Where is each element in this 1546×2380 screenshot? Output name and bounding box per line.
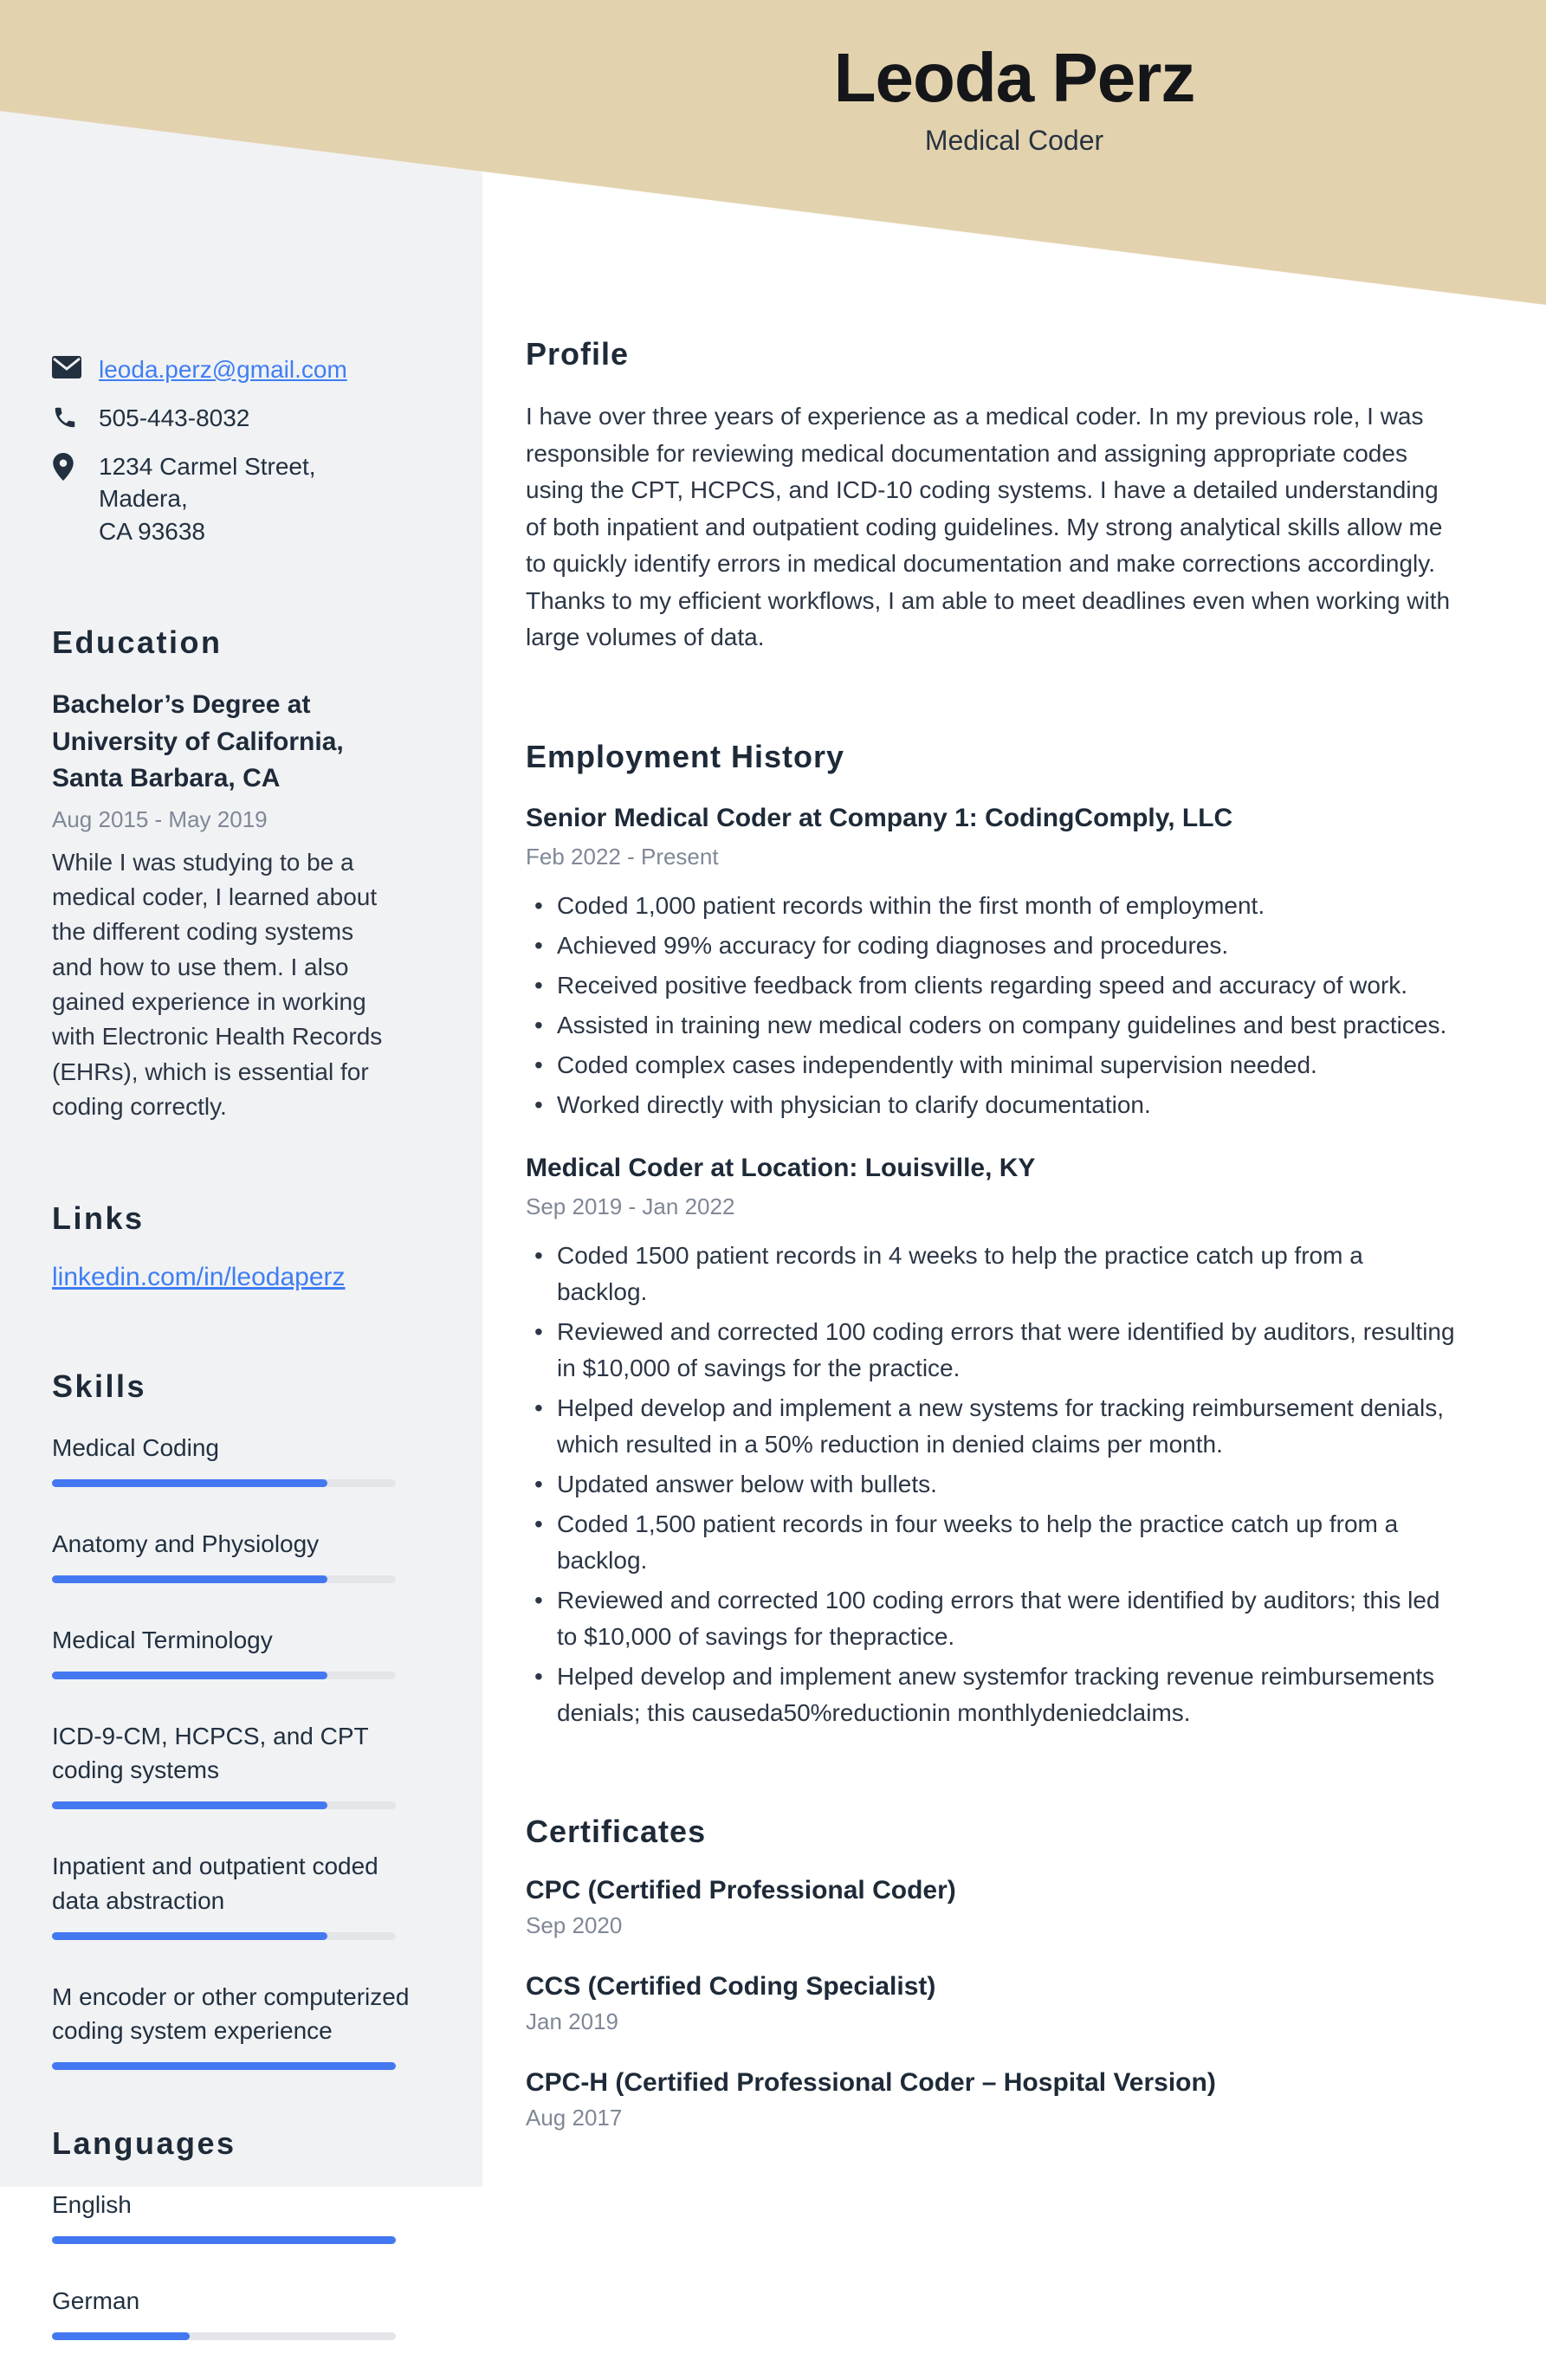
job-bullet: • Coded complex cases independently with minimal supervision needed. [557, 1047, 1457, 1083]
skill-bar-fill [52, 1575, 327, 1583]
main-column [526, 336, 1457, 2164]
sidebar [52, 353, 433, 2380]
certificate-title: CCS (Certified Coding Specialist) [526, 1971, 936, 2001]
job-bullet-list [526, 888, 1457, 1123]
job-bullet: • Coded 1,000 patient records within the first month of employment. [557, 888, 1457, 924]
profile-section [526, 336, 1457, 656]
job-bullet: • Coded 1500 patient records in 4 weeks to help the practice catch up from a backlog. [557, 1238, 1457, 1310]
language-bar-track [52, 2236, 396, 2244]
skills-section [52, 1368, 433, 2070]
skill-item [52, 1719, 433, 1810]
skill-bar-track [52, 1479, 396, 1487]
person-name: Leoda Perz [833, 39, 1195, 116]
skill-bar-fill [52, 1801, 327, 1809]
certificate-item [526, 1876, 1457, 1939]
skill-item [52, 1623, 433, 1679]
skill-item [52, 1431, 433, 1487]
job-bullet: • Updated answer below with bullets. [557, 1466, 1457, 1503]
languages-list [52, 2188, 433, 2340]
employment-section [526, 739, 1457, 1731]
job-bullet: • Assisted in training new medical coders on company guidelines and best practices. [557, 1007, 1457, 1044]
skill-bar-fill [52, 2062, 396, 2070]
mail-icon [52, 353, 81, 386]
education-degree: Bachelor’s Degree at University of California, Santa Barbara, CA [52, 689, 344, 793]
job-bullet: • Reviewed and corrected 100 coding errors that were identified by auditors; this led to $10,000 of savings for thepractice. [557, 1582, 1457, 1655]
language-name: English [52, 2191, 132, 2219]
email-link[interactable]: leoda.perz@gmail.com [99, 356, 347, 383]
job-title: Senior Medical Coder at Company 1: CodingComply, LLC [526, 803, 1233, 832]
job-bullet-list [526, 1238, 1457, 1731]
job-period: Sep 2019 - Jan 2022 [526, 1193, 735, 1219]
certificate-item [526, 1972, 1457, 2035]
skill-bar-fill [52, 1932, 327, 1940]
certificates-heading: Certificates [526, 1813, 707, 1849]
certificate-item [526, 2068, 1457, 2131]
person-role: Medical Coder [924, 125, 1104, 156]
language-bar-fill [52, 2236, 396, 2244]
job-period: Feb 2022 - Present [526, 843, 719, 870]
skill-name: Medical Coding [52, 1434, 219, 1462]
skill-bar-track [52, 2062, 396, 2070]
skills-list [52, 1431, 433, 2070]
language-bar-fill [52, 2332, 190, 2340]
skill-bar-track [52, 1932, 396, 1940]
skill-bar-track [52, 1575, 396, 1583]
links-section [52, 1200, 433, 1292]
skill-name: Inpatient and outpatient coded data abstraction [52, 1853, 378, 1914]
skill-bar-fill [52, 1479, 327, 1487]
languages-section [52, 2125, 433, 2340]
education-period: Aug 2015 - May 2019 [52, 805, 268, 832]
language-item [52, 2284, 433, 2340]
employment-heading: Employment History [526, 738, 845, 774]
header [482, 39, 1546, 157]
certificate-title: CPC (Certified Professional Coder) [526, 1875, 956, 1905]
job-bullet: • Received positive feedback from clients regarding speed and accuracy of work. [557, 967, 1457, 1004]
skills-heading: Skills [52, 1368, 147, 1405]
contact-block [52, 353, 433, 548]
job-bullet: • Helped develop and implement anew systemfor tracking revenue reimbursements denials; this causeda50%reductionin monthlydeniedclaims. [557, 1659, 1457, 1731]
certificate-date: Jan 2019 [526, 2008, 618, 2034]
education-description: While I was studying to be a medical coder, I learned about the different coding systems and how to use them. I also gained experience in working with Electronic Health Records (EHRs), which is essential for coding correctly. [52, 848, 383, 1120]
linkedin-link[interactable]: linkedin.com/in/leodaperz [52, 1263, 346, 1292]
language-name: German [52, 2286, 140, 2314]
phone-icon [52, 402, 81, 435]
certificate-title: CPC-H (Certified Professional Coder – Hospital Version) [526, 2067, 1216, 2097]
job-entry-2 [526, 1151, 1457, 1731]
skill-name: ICD-9-CM, HCPCS, and CPT coding systems [52, 1722, 369, 1784]
skill-item [52, 1980, 433, 2071]
education-section [52, 624, 433, 1124]
skill-name: Medical Terminology [52, 1626, 273, 1653]
job-bullet: • Reviewed and corrected 100 coding errors that were identified by auditors, resulting in $10,000 of savings for the practice. [557, 1314, 1457, 1387]
language-item [52, 2188, 433, 2244]
skill-item [52, 1527, 433, 1583]
location-icon [52, 450, 81, 548]
contact-email-row [52, 353, 433, 386]
job-title: Medical Coder at Location: Louisville, KY [526, 1153, 1036, 1182]
job-bullet: • Helped develop and implement a new systems for tracking reimbursement denials, which resulted in a 50% reduction in denied claims per month. [557, 1390, 1457, 1463]
language-bar-track [52, 2332, 396, 2340]
certificate-date: Aug 2017 [526, 2104, 623, 2131]
certificates-section [526, 1814, 1457, 2131]
profile-text: I have over three years of experience as a medical coder. In my previous role, I was responsible for reviewing medical documentation and assigning appropriate codes using the CPT, HCPCS, and ICD-10 coding systems. I have a detailed understanding of both inpatient and outpatient coding guidelines. My strong analytical skills allow me to quickly identify errors in medical documentation and make corrections accordingly. Thanks to my efficient workflows, I am able to meet deadlines even when working with large volumes of data. [526, 403, 1451, 651]
job-bullet: • Coded 1,500 patient records in four weeks to help the practice catch up from a backlog. [557, 1506, 1457, 1579]
skill-name: M encoder or other computerized coding system experience [52, 1982, 410, 2045]
skill-bar-track [52, 1801, 396, 1809]
skill-bar-fill [52, 1672, 327, 1679]
skill-bar-track [52, 1672, 396, 1679]
profile-heading: Profile [526, 336, 630, 372]
contact-phone-row [52, 402, 433, 435]
job-bullet: • Achieved 99% accuracy for coding diagnoses and procedures. [557, 928, 1457, 964]
phone-number: 505-443-8032 [99, 404, 250, 431]
address: 1234 Carmel Street, Madera, CA 93638 [99, 452, 316, 546]
job-bullet: • Worked directly with physician to clarify documentation. [557, 1087, 1457, 1123]
certificates-list [526, 1876, 1457, 2131]
languages-heading: Languages [52, 2125, 236, 2162]
links-heading: Links [52, 1200, 145, 1237]
education-heading: Education [52, 624, 223, 660]
job-entry-1 [526, 801, 1457, 1123]
skill-name: Anatomy and Physiology [52, 1530, 320, 1558]
certificate-date: Sep 2020 [526, 1911, 623, 1938]
skill-item [52, 1849, 433, 1940]
contact-address-row [52, 450, 433, 548]
